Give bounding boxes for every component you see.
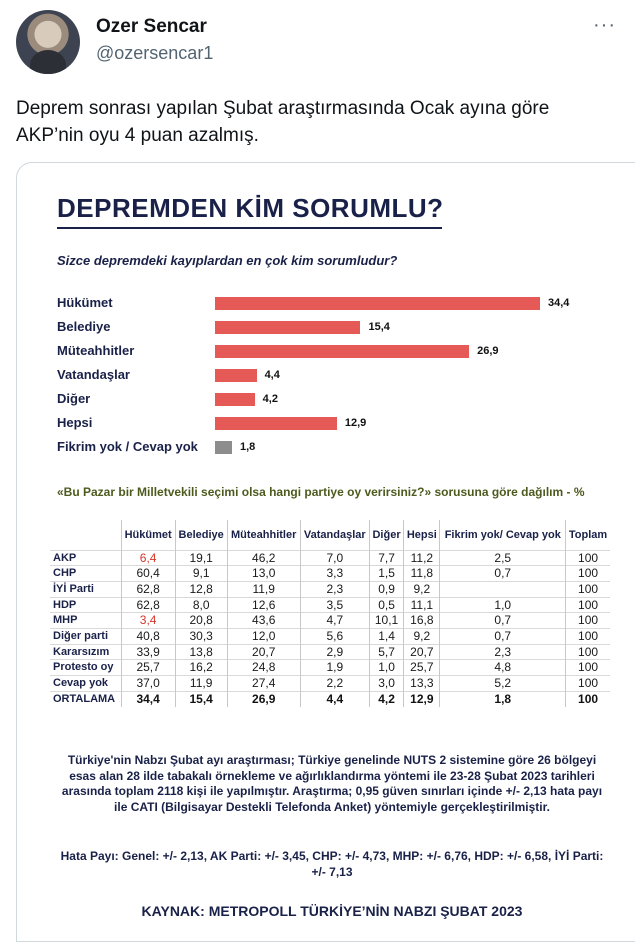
table-column-header: Fikrim yok/ Cevap yok (440, 520, 566, 550)
table-cell: 100 (566, 660, 610, 676)
table-cell: 100 (566, 691, 610, 706)
table-cell: 3,5 (300, 597, 369, 613)
table-cell: 100 (566, 581, 610, 597)
bar-label: Vatandaşlar (57, 367, 130, 382)
table-cell: 4,2 (369, 691, 403, 706)
table-row (50, 613, 610, 629)
table-cell: 13,3 (404, 676, 440, 692)
table-cell: 9,2 (404, 629, 440, 645)
bar-row (57, 341, 617, 361)
table-cell: 2,3 (440, 644, 566, 660)
table-header-row (50, 520, 610, 550)
table-cell: 24,8 (227, 660, 300, 676)
author-name[interactable]: Ozer Sencar (96, 16, 207, 37)
table-cell: 100 (566, 550, 610, 566)
table-row (50, 629, 610, 645)
table-row-label: HDP (50, 597, 121, 613)
table-cell: 12,6 (227, 597, 300, 613)
table-cell: 2,2 (300, 676, 369, 692)
table-cell: 20,7 (404, 644, 440, 660)
table-cell: 13,0 (227, 566, 300, 582)
table-cell: 100 (566, 676, 610, 692)
bar-value-label: 12,9 (344, 417, 367, 429)
table-row-label: Cevap yok (50, 676, 121, 692)
table-cell: 37,0 (121, 676, 175, 692)
table-cell: 25,7 (121, 660, 175, 676)
table-column-header: Hükümet (121, 520, 175, 550)
table-row-label: ORTALAMA (50, 691, 121, 706)
bar-row (57, 389, 617, 409)
table-question: «Bu Pazar bir Milletvekili seçimi olsa hangi partiye oy verirsiniz?» sorusuna göre dağılım - % (57, 485, 585, 499)
table-cell: 3,0 (369, 676, 403, 692)
table-cell: 3,4 (121, 613, 175, 629)
table-cell: 19,1 (175, 550, 227, 566)
table-cell: 26,9 (227, 691, 300, 706)
bar-value-label: 4,2 (262, 393, 278, 405)
table-row (50, 676, 610, 692)
tweet-header (16, 10, 616, 80)
table-cell: 62,8 (121, 581, 175, 597)
table-column-header: Diğer (369, 520, 403, 550)
table-row (50, 581, 610, 597)
table-row-label: MHP (50, 613, 121, 629)
table-cell: 100 (566, 629, 610, 645)
table-row-label: AKP (50, 550, 121, 566)
bar-row (57, 365, 617, 385)
table-cell: 1,0 (369, 660, 403, 676)
table-cell: 12,9 (404, 691, 440, 706)
table-cell: 13,8 (175, 644, 227, 660)
table-cell: 30,3 (175, 629, 227, 645)
tweet-text: Deprem sonrası yapılan Şubat araştırmasında Ocak ayına göre AKP’nin oyu 4 puan azalmış. (16, 98, 550, 146)
bar (215, 393, 255, 406)
table-cell: 4,4 (300, 691, 369, 706)
table-cell: 43,6 (227, 613, 300, 629)
author-handle[interactable]: @ozersencar1 (96, 43, 214, 63)
table-cell: 1,0 (440, 597, 566, 613)
table-cell: 100 (566, 613, 610, 629)
table-cell: 1,4 (369, 629, 403, 645)
table-cell: 2,3 (300, 581, 369, 597)
table-column-header: Vatandaşlar (300, 520, 369, 550)
table-column-header (50, 520, 121, 550)
table-cell: 34,4 (121, 691, 175, 706)
table-row (50, 566, 610, 582)
table-cell: 33,9 (121, 644, 175, 660)
party-breakdown-table (50, 520, 610, 707)
bar-value-label: 4,4 (264, 369, 280, 381)
table-cell: 0,9 (369, 581, 403, 597)
title-underline (57, 227, 442, 229)
table-row (50, 644, 610, 660)
table-cell: 0,5 (369, 597, 403, 613)
table-column-header: Belediye (175, 520, 227, 550)
table-cell: 2,9 (300, 644, 369, 660)
bar-label: Hükümet (57, 295, 113, 310)
table-cell: 0,7 (440, 613, 566, 629)
methodology-note: Türkiye'nin Nabzı Şubat ayı araştırması; Türkiye genelinde NUTS 2 sistemine göre 26 bölgeyi esas alan 28 ilde tabakalı örnekleme ve ağırlıklandırma yöntemi ile 23-28 Şubat 2023 tarihleri arasında toplam 2118 kişi ile yapılmıştır. Araştırma; 0,95 güven sınırları içinde +/- 2,13 hata payı ile CATI (Bilgisayar Destekli Telefonda Anket) yöntemiyle gerçekleştirilmiştir. (61, 753, 603, 814)
table-cell: 27,4 (227, 676, 300, 692)
table-row-label: İYİ Parti (50, 581, 121, 597)
table-cell: 9,2 (404, 581, 440, 597)
table-cell: 46,2 (227, 550, 300, 566)
table-body (50, 550, 610, 707)
table-column-header: Toplam (566, 520, 610, 550)
table-cell: 3,3 (300, 566, 369, 582)
bar-label: Belediye (57, 319, 111, 334)
bar (215, 369, 257, 382)
bar-value-label: 26,9 (477, 345, 499, 357)
table-cell: 1,8 (440, 691, 566, 706)
table-cell: 4,7 (300, 613, 369, 629)
table-cell (440, 581, 566, 597)
bar (215, 321, 360, 334)
table-cell: 2,5 (440, 550, 566, 566)
more-options-icon[interactable]: ··· (593, 14, 616, 36)
table-cell: 5,6 (300, 629, 369, 645)
bar-label: Fikrim yok / Cevap yok (57, 439, 198, 454)
table-cell: 12,0 (227, 629, 300, 645)
source-note: KAYNAK: METROPOLL TÜRKİYE’NİN NABZI ŞUBAT 2023 (141, 903, 523, 919)
bar-label: Müteahhitler (57, 343, 135, 358)
bar-label: Diğer (57, 391, 91, 406)
table-row (50, 550, 610, 566)
bar-value-label: 34,4 (548, 297, 570, 309)
table-cell: 20,7 (227, 644, 300, 660)
bar-value-label: 15,4 (368, 321, 390, 333)
table-cell: 1,9 (300, 660, 369, 676)
table-cell: 100 (566, 566, 610, 582)
table-cell: 4,8 (440, 660, 566, 676)
bar-row (57, 437, 617, 457)
table-cell: 11,2 (404, 550, 440, 566)
table-row (50, 660, 610, 676)
table-row (50, 691, 610, 706)
bar-row (57, 317, 617, 337)
table-row-label: CHP (50, 566, 121, 582)
bar-row (57, 293, 617, 313)
tweet-media-image[interactable] (16, 162, 635, 942)
table-cell: 16,8 (404, 613, 440, 629)
table-column-header: Hepsi (404, 520, 440, 550)
table-cell: 20,8 (175, 613, 227, 629)
table-cell: 1,5 (369, 566, 403, 582)
avatar[interactable] (16, 10, 80, 74)
bar (215, 417, 337, 430)
table-cell: 11,8 (404, 566, 440, 582)
table-cell: 0,7 (440, 566, 566, 582)
table-cell: 62,8 (121, 597, 175, 613)
bar-label: Hepsi (57, 415, 93, 430)
table-cell: 16,2 (175, 660, 227, 676)
table-cell: 25,7 (404, 660, 440, 676)
table-cell: 9,1 (175, 566, 227, 582)
table-cell: 60,4 (121, 566, 175, 582)
table-cell: 7,7 (369, 550, 403, 566)
table-cell: 7,0 (300, 550, 369, 566)
table-cell: 11,1 (404, 597, 440, 613)
poll-question: Sizce depremdeki kayıplardan en çok kim sorumludur? (57, 253, 398, 268)
table-row-label: Kararsızım (50, 644, 121, 660)
table-cell: 11,9 (227, 581, 300, 597)
table-cell: 0,7 (440, 629, 566, 645)
table-cell: 100 (566, 644, 610, 660)
poll-title: DEPREMDEN KİM SORUMLU? (57, 193, 444, 223)
table-cell: 100 (566, 597, 610, 613)
table-row (50, 597, 610, 613)
table-cell: 5,2 (440, 676, 566, 692)
table-cell: 12,8 (175, 581, 227, 597)
bar-value-label: 1,8 (240, 441, 256, 453)
bar (215, 297, 540, 310)
table-row-label: Diğer parti (50, 629, 121, 645)
table-cell: 11,9 (175, 676, 227, 692)
table-cell: 6,4 (121, 550, 175, 566)
bar (215, 345, 469, 358)
table-cell: 5,7 (369, 644, 403, 660)
margin-of-error-note: Hata Payı: Genel: +/- 2,13, AK Parti: +/- 3,45, CHP: +/- 4,73, MHP: +/- 6,76, HDP: +/- 6,58, İYİ Parti: +/- 7,13 (60, 849, 604, 879)
table-cell: 10,1 (369, 613, 403, 629)
table-row-label: Protesto oy (50, 660, 121, 676)
table-cell: 40,8 (121, 629, 175, 645)
bar-row (57, 413, 617, 433)
table-cell: 8,0 (175, 597, 227, 613)
table-column-header: Müteahhitler (227, 520, 300, 550)
table-cell: 15,4 (175, 691, 227, 706)
bar (215, 441, 232, 454)
